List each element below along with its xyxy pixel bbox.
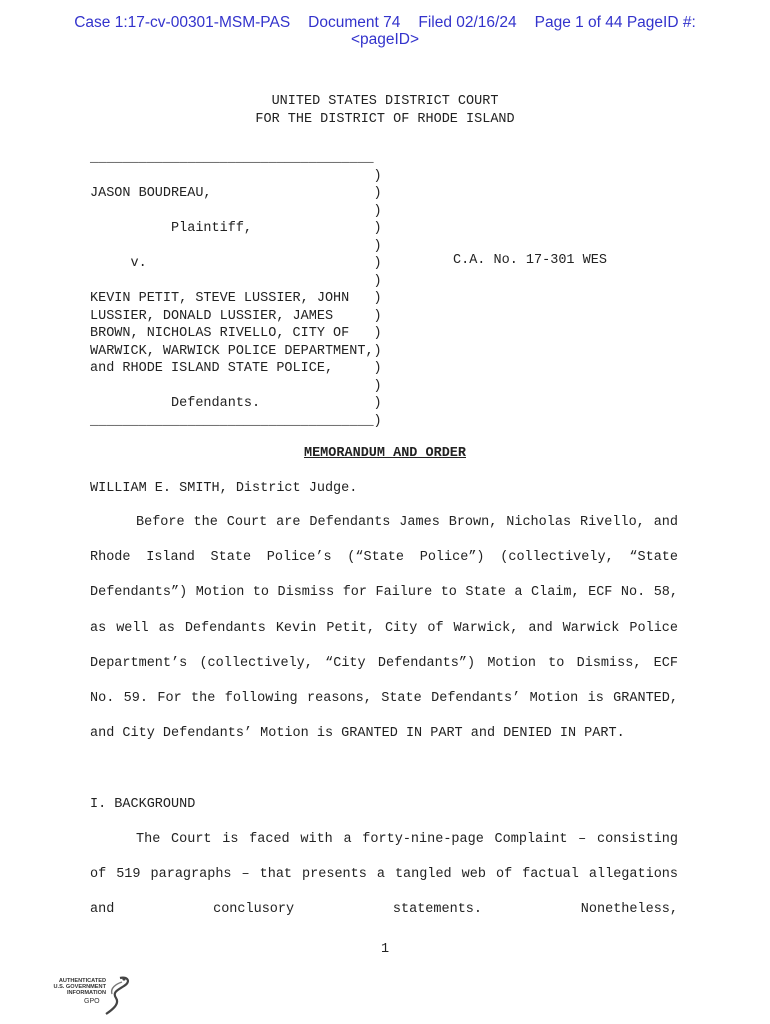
page-id: <pageID> [350, 31, 420, 48]
caption-line: Defendants. ) [90, 396, 382, 411]
docket-header [0, 14, 770, 48]
document-number: Document 74 [308, 14, 401, 31]
gpo-authentication-logo [44, 974, 134, 1020]
case-caption [90, 150, 382, 430]
caption-line: ) [90, 273, 382, 289]
caption-line: v. ) [90, 256, 382, 271]
caption-line: KEVIN PETIT, STEVE LUSSIER, JOHN ) [90, 291, 382, 306]
caption-line: ___________________________________ [90, 151, 374, 166]
filed-date: Filed 02/16/24 [418, 14, 517, 31]
gpo-line-3: INFORMATION [66, 990, 106, 997]
memo-title: MEMORANDUM AND ORDER [303, 446, 467, 461]
caption-line: LUSSIER, DONALD LUSSIER, JAMES ) [90, 308, 382, 324]
caption-line: and RHODE ISLAND STATE POLICE, ) [90, 361, 382, 376]
gpo-line-2: U.S. GOVERNMENT [53, 984, 106, 991]
case-number: Case 1:17-cv-00301-MSM-PAS [74, 14, 291, 31]
caption-line: ) [90, 168, 382, 184]
caption-line: WARWICK, WARWICK POLICE DEPARTMENT,) [90, 343, 382, 359]
section-heading: I. BACKGROUND [90, 797, 196, 812]
case-number-caption: C.A. No. 17-301 WES [453, 253, 607, 268]
caption-line: ) [90, 203, 382, 219]
caption-line: ___________________________________) [90, 413, 382, 429]
caption-line: BROWN, NICHOLAS RIVELLO, CITY OF ) [90, 326, 382, 341]
gpo-eagle-icon [102, 974, 132, 1018]
caption-line: ) [90, 378, 382, 394]
court-title [0, 93, 770, 128]
judge-line: WILLIAM E. SMITH, District Judge. [90, 481, 358, 496]
gpo-text [44, 978, 106, 997]
gpo-label: GPO [84, 998, 100, 1005]
page-info: Page 1 of 44 PageID #: [534, 14, 696, 31]
court-name: UNITED STATES DISTRICT COURT [271, 94, 499, 109]
caption-line: Plaintiff, ) [90, 221, 382, 236]
paragraph-background: The Court is faced with a forty-nine-page Complaint – consisting of 519 paragraphs – that presents a tangled web of factual allegations and conclusory statements. Nonetheless, [90, 832, 678, 918]
gpo-line-1: AUTHENTICATED [58, 978, 106, 984]
page-number: 1 [380, 942, 390, 957]
paragraph-intro: Before the Court are Defendants James Brown, Nicholas Rivello, and Rhode Island State Police’s (“State Police”) (collectively, “State Defendants”) Motion to Dismiss for Failure to State a Claim, ECF No. 58, as well as Defendants Kevin Petit, City of Warwick, and Warwick Police Department’s (collectively, “City Defendants”) Motion to Dismiss, ECF No. 59. For the following reasons, State Defendants’ Motion is GRANTED, and City Defendants’ Motion is GRANTED IN PART and DENIED IN PART. [90, 515, 678, 742]
court-district: FOR THE DISTRICT OF RHODE ISLAND [255, 111, 515, 127]
caption-line: ) [90, 238, 382, 254]
caption-line: JASON BOUDREAU, ) [90, 186, 382, 201]
